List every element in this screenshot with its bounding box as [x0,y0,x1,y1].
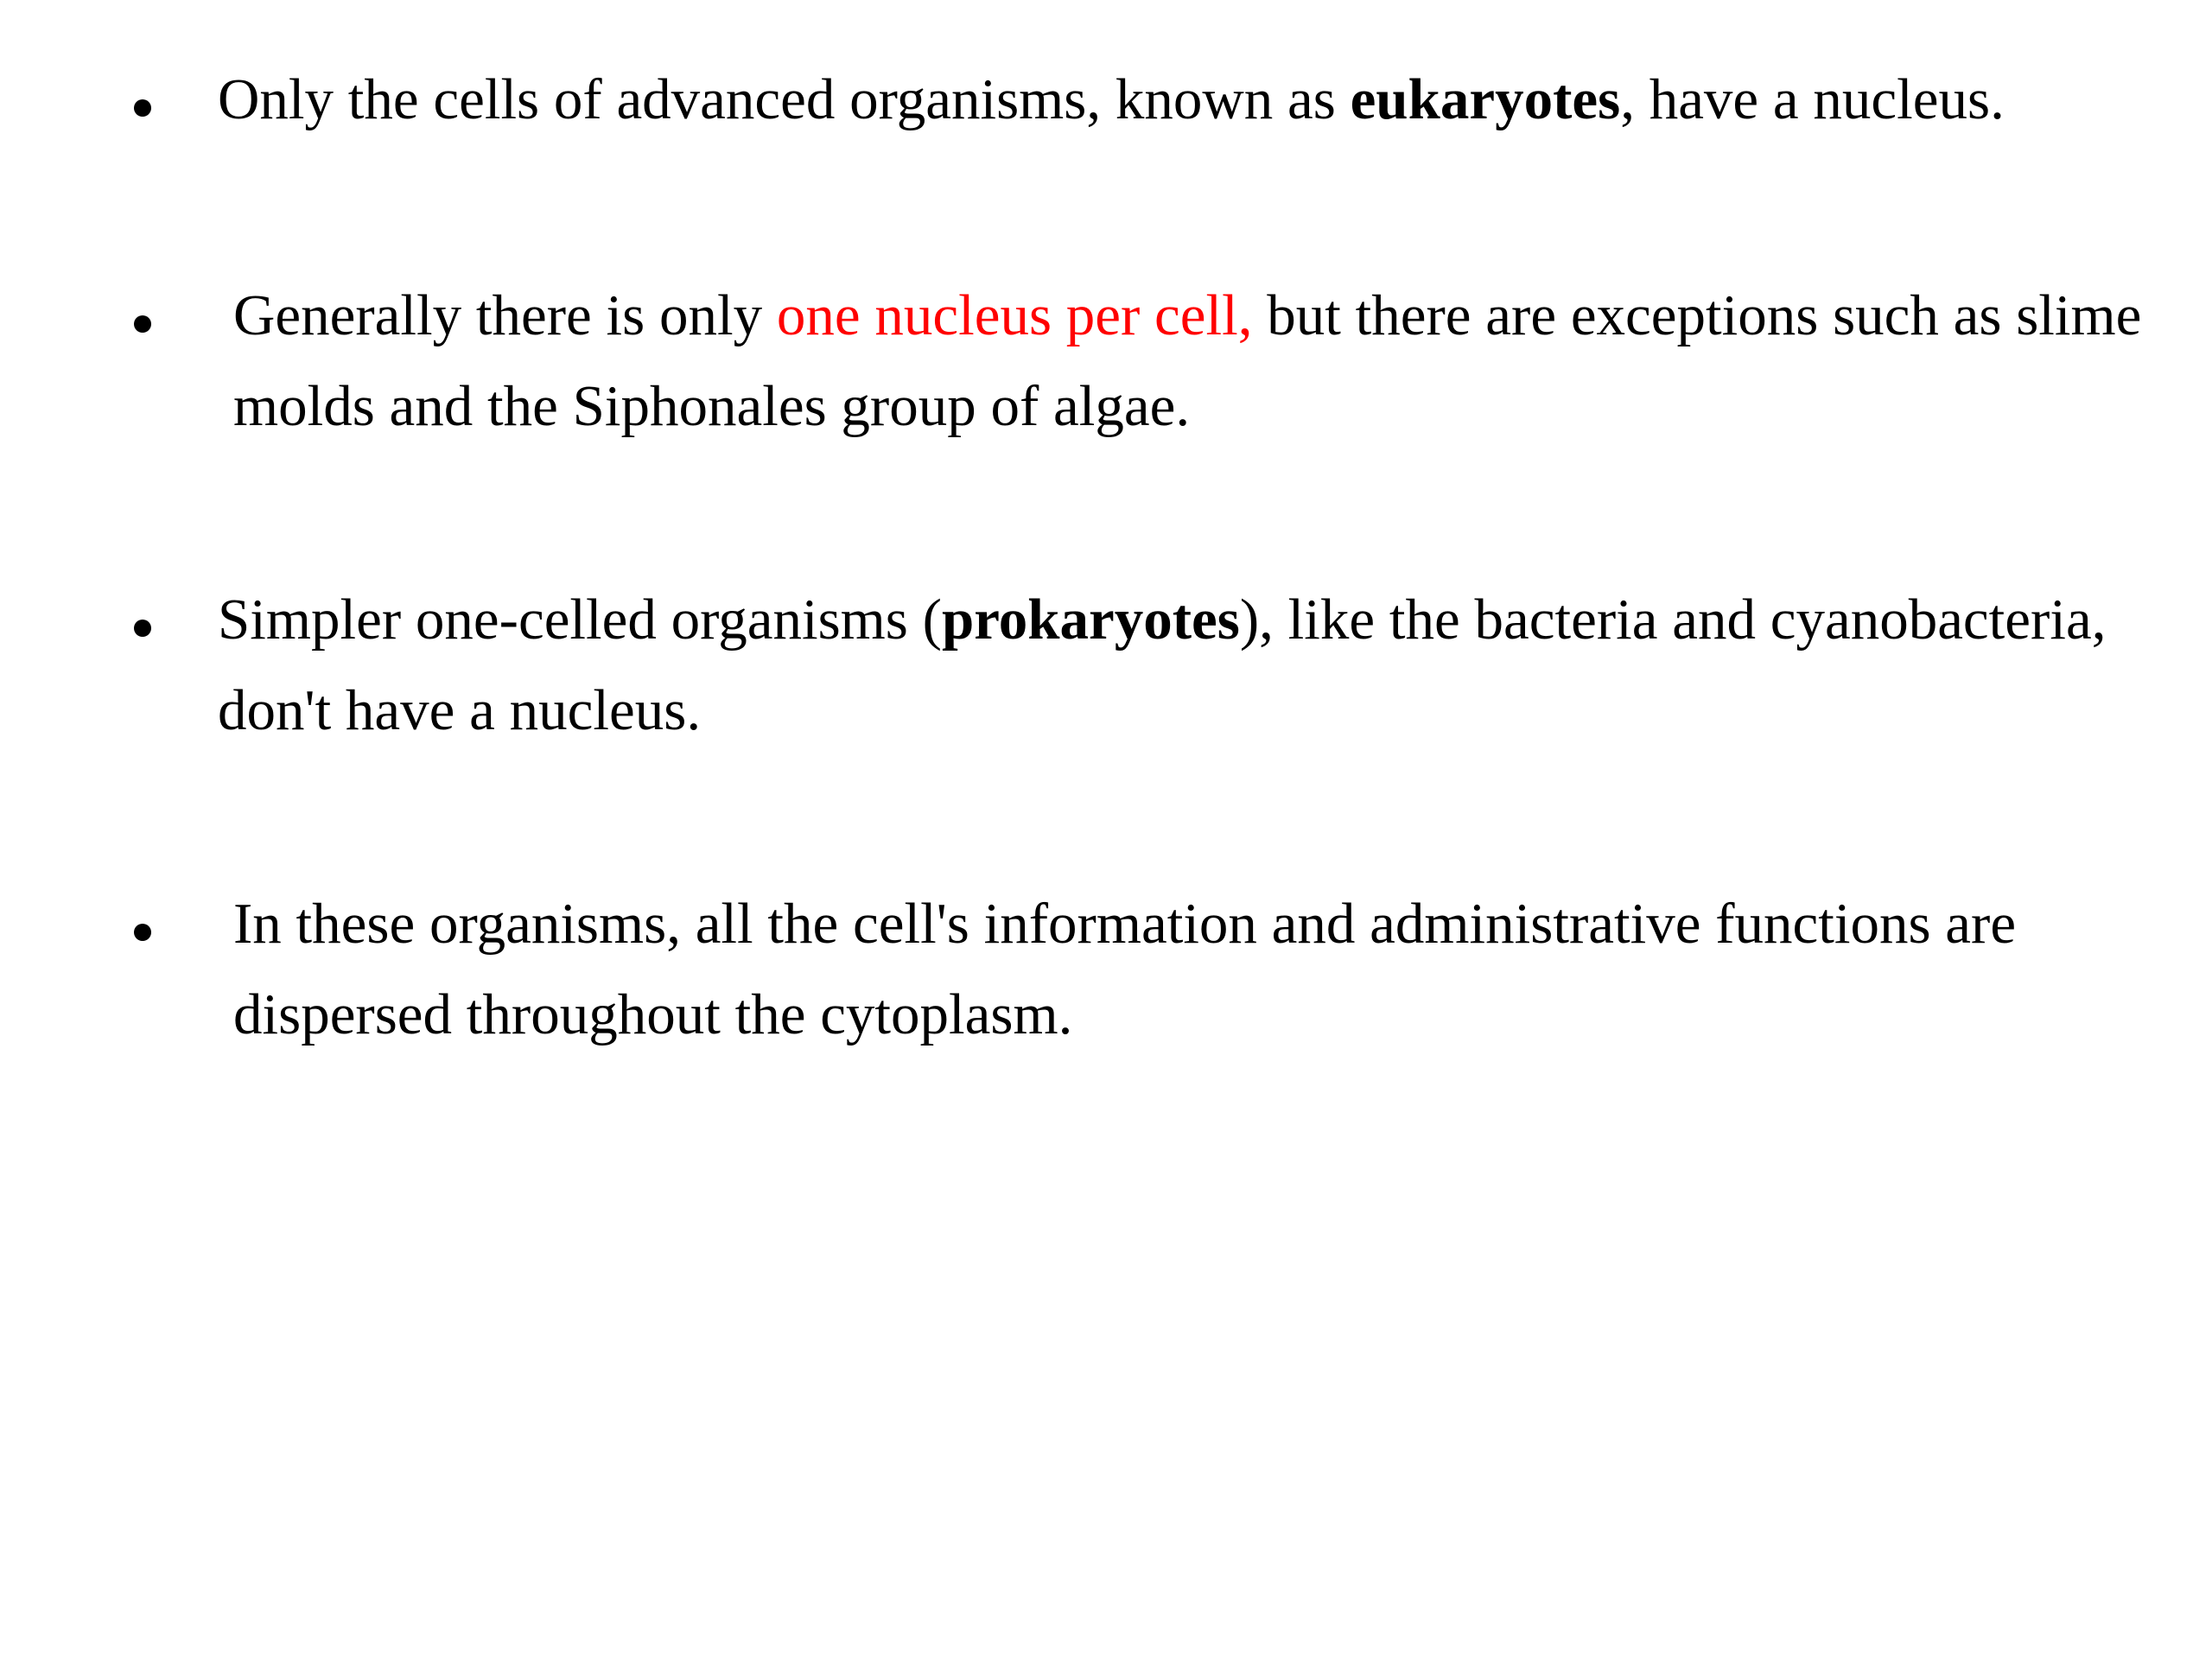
bullet-text [218,879,2177,1060]
bullet-dot-icon [134,99,151,117]
bullet-text-part: ), like the bacteria and cyanobacteria, don't have a nucleus. [218,588,2107,742]
bullet-text-part: Only the cells of advanced organisms, known as [218,67,1351,131]
bullet-text [218,54,2162,145]
bullet-text-part: In these organisms, all the cell's information and administrative functions are dispersed throughout the cytoplasm. [233,892,2017,1046]
term-prokaryotes: prokaryotes [941,588,1240,652]
bullet-text-part: but there are exceptions such as slime molds and the Siphonales group of algae. [233,283,2142,438]
bullet-dot-icon [134,924,151,941]
term-eukaryotes: eukaryotes [1350,67,1621,131]
bullet-text-part: Simpler one-celled organisms ( [218,588,942,652]
bullet-text-part: Generally there is only [233,283,777,347]
bullet-text [218,270,2177,452]
highlight-one-nucleus: one nucleus per cell, [776,283,1253,347]
bullet-dot-icon [134,620,151,637]
bullet-text [218,575,2162,756]
bullet-dot-icon [134,315,151,333]
bullet-text-part: , have a nucleus. [1620,67,2005,131]
